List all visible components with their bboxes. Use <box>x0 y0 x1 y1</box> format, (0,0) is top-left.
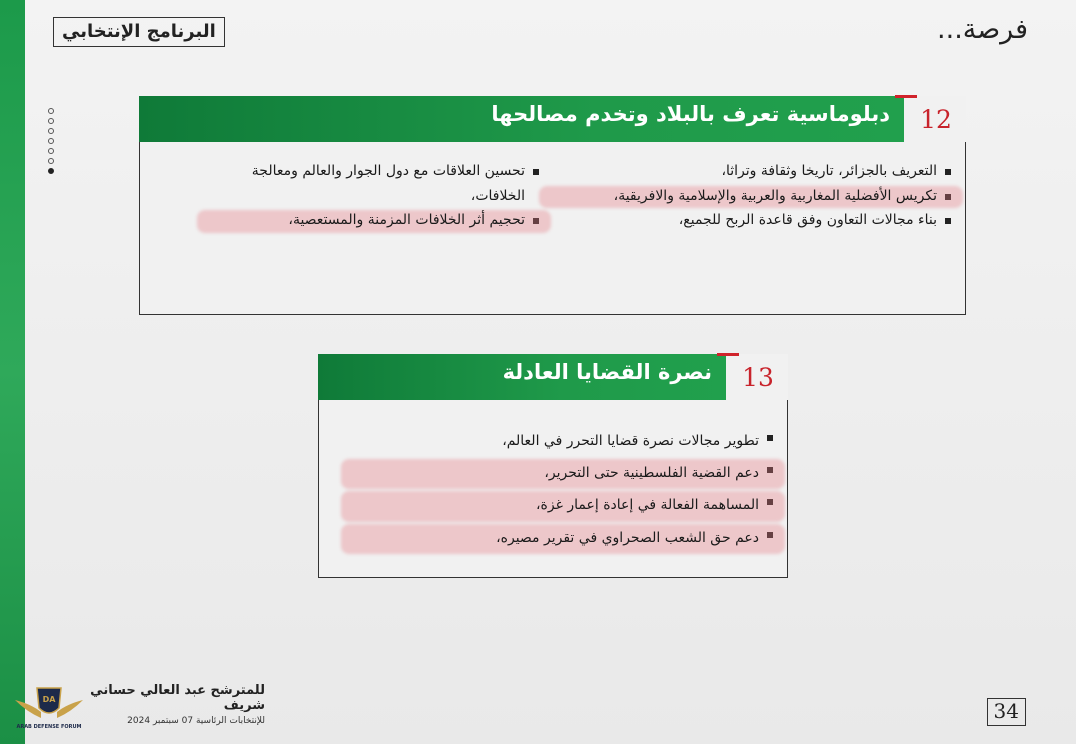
list-item-continuation: الخلافات، <box>470 187 525 204</box>
number-accent <box>895 95 917 98</box>
page-title: فرصة... <box>937 14 1028 45</box>
forum-emblem-icon <box>11 678 87 738</box>
nav-dot[interactable] <box>48 128 54 134</box>
list-item: تطوير مجالات نصرة قضايا التحرر في العالم، <box>355 425 775 457</box>
section-header <box>139 96 904 142</box>
list-item-highlighted: تحجيم أثر الخلافات المزمنة والمستعصية، <box>211 208 541 233</box>
section-12-left-list <box>211 159 541 233</box>
section-13-list <box>355 425 775 554</box>
candidate-name: للمترشح عبد العالي حساني شريف <box>90 683 265 713</box>
number-accent <box>717 353 739 356</box>
nav-dot[interactable] <box>48 158 54 164</box>
nav-dot[interactable] <box>48 108 54 114</box>
list-item: بناء مجالات التعاون وفق قاعدة الربح للجميع، <box>553 208 953 233</box>
section-header <box>318 354 726 400</box>
section-12-right-list <box>553 159 953 233</box>
left-green-bar <box>0 0 25 744</box>
section-number: 12 <box>906 96 966 142</box>
page-number: 34 <box>987 698 1026 726</box>
list-item-highlighted: دعم حق الشعب الصحراوي في تقرير مصيره، <box>355 522 775 554</box>
election-date: للإنتخابات الرئاسية 07 سبتمبر 2024 <box>127 716 265 726</box>
svg-text:DA: DA <box>42 695 56 704</box>
nav-dots <box>46 108 56 178</box>
section-12 <box>139 96 966 315</box>
svg-text:ARAB DEFENSE FORUM: ARAB DEFENSE FORUM <box>16 724 82 730</box>
list-item: التعريف بالجزائر، تاريخا وثقافة وتراثا، <box>553 159 953 184</box>
list-item-highlighted: دعم القضية الفلسطينية حتى التحرير، <box>355 457 775 489</box>
program-label: البرنامج الإنتخابي <box>53 17 225 47</box>
section-13 <box>318 354 788 578</box>
nav-dot[interactable] <box>48 118 54 124</box>
section-number: 13 <box>728 354 788 400</box>
section-title: نصرة القضايا العادلة <box>502 360 712 384</box>
list-item-highlighted: المساهمة الفعالة في إعادة إعمار غزة، <box>355 489 775 521</box>
nav-dot-active[interactable] <box>48 168 54 174</box>
section-title: دبلوماسية تعرف بالبلاد وتخدم مصالحها <box>491 102 890 126</box>
document-page <box>16 0 1076 744</box>
list-item: تحسين العلاقات مع دول الجوار والعالم ومعالجة <box>211 159 541 184</box>
nav-dot[interactable] <box>48 138 54 144</box>
list-item-highlighted: تكريس الأفضلية المغاربية والعربية والإسلامية والافريقية، <box>553 184 953 209</box>
nav-dot[interactable] <box>48 148 54 154</box>
